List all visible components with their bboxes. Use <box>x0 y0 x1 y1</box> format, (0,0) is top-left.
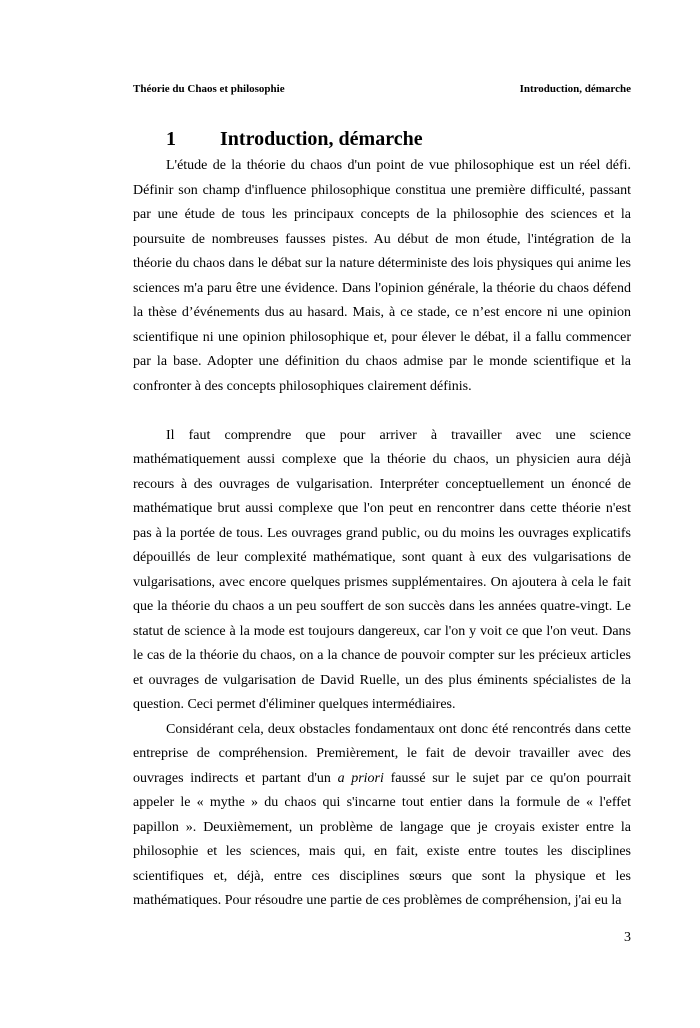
body-text <box>133 154 631 914</box>
section-number: 1 <box>166 128 176 150</box>
running-head-right: Introduction, démarche <box>519 83 631 95</box>
page-number: 3 <box>624 930 631 945</box>
section-title: Introduction, démarche <box>220 128 423 150</box>
paragraph-3 <box>133 718 631 914</box>
paragraph-3-italic-term: a priori <box>337 770 384 786</box>
paragraph-3-text-start: Considérant cela, deux obstacles fondamentaux ont donc été rencontrés dans cette entreprise de compréhension. Premièrement, le fait de devoir travailler avec des ouvrages indirects et partant d'un <box>133 721 631 786</box>
section-heading <box>166 128 423 151</box>
paragraph-1: L'étude de la théorie du chaos d'un point de vue philosophique est un réel défi. Définir son champ d'influence philosophique constitua une première difficulté, passant par une étude de tous les principaux concepts de la philosophie des sciences et la poursuite de nombreuses fausses pistes. Au début de mon étude, l'intégration de la théorie du chaos dans le débat sur la nature déterministe des lois physiques qui anime les sciences m'a paru être une évidence. Dans l'opinion générale, la théorie du chaos défend la thèse d’événements dus au hasard. Mais, à ce stade, ce n’est encore ni une opinion scientifique ni une opinion philosophique et, pour élever le débat, il a fallu commencer par la base. Adopter une définition du chaos admise par le monde scientifique et la confronter à des concepts philosophiques clairement définis. <box>133 158 631 394</box>
paragraph-2: Il faut comprendre que pour arriver à travailler avec une science mathématiquement aussi complexe que la théorie du chaos, un physicien aura déjà recours à des ouvrages de vulgarisation. Interpréter conceptuellement un énoncé de mathématique brut aussi complexe que l'on peut en rencontrer dans cette théorie n'est pas à la portée de tous. Les ouvrages grand public, ou du moins les ouvrages explicatifs dépouillés de leur complexité mathématique, sont quant à eux des vulgarisations de vulgarisations, avec encore quelques prismes supplémentaires. On ajoutera à cela le fait que la théorie du chaos a un peu souffert de son succès dans les années quatre-vingt. Le statut de science à la mode est toujours dangereux, car l'on y voit ce que l'on veut. Dans le cas de la théorie du chaos, on a la chance de pouvoir compter sur les précieux articles et ouvrages de vulgarisation de David Ruelle, un des plus éminents spécialistes de la question. Ceci permet d'éliminer quelques intermédiaires. <box>133 427 631 712</box>
running-head-left: Théorie du Chaos et philosophie <box>133 83 285 95</box>
running-head <box>133 83 631 95</box>
paragraph-3-text-end: faussé sur le sujet par ce qu'on pourrait appeler le « mythe » du chaos qui s'incarne tout entier dans la formule de « l'effet papillon ». Deuxièmement, un problème de langage que je croyais exister entre la philosophie et les sciences, mais qui, en fait, existe entre toutes les disciplines scientifiques et, déjà, entre ces disciplines sœurs que sont la physique et les mathématiques. Pour résoudre une partie de ces problèmes de compréhension, j'ai eu la <box>133 770 631 908</box>
